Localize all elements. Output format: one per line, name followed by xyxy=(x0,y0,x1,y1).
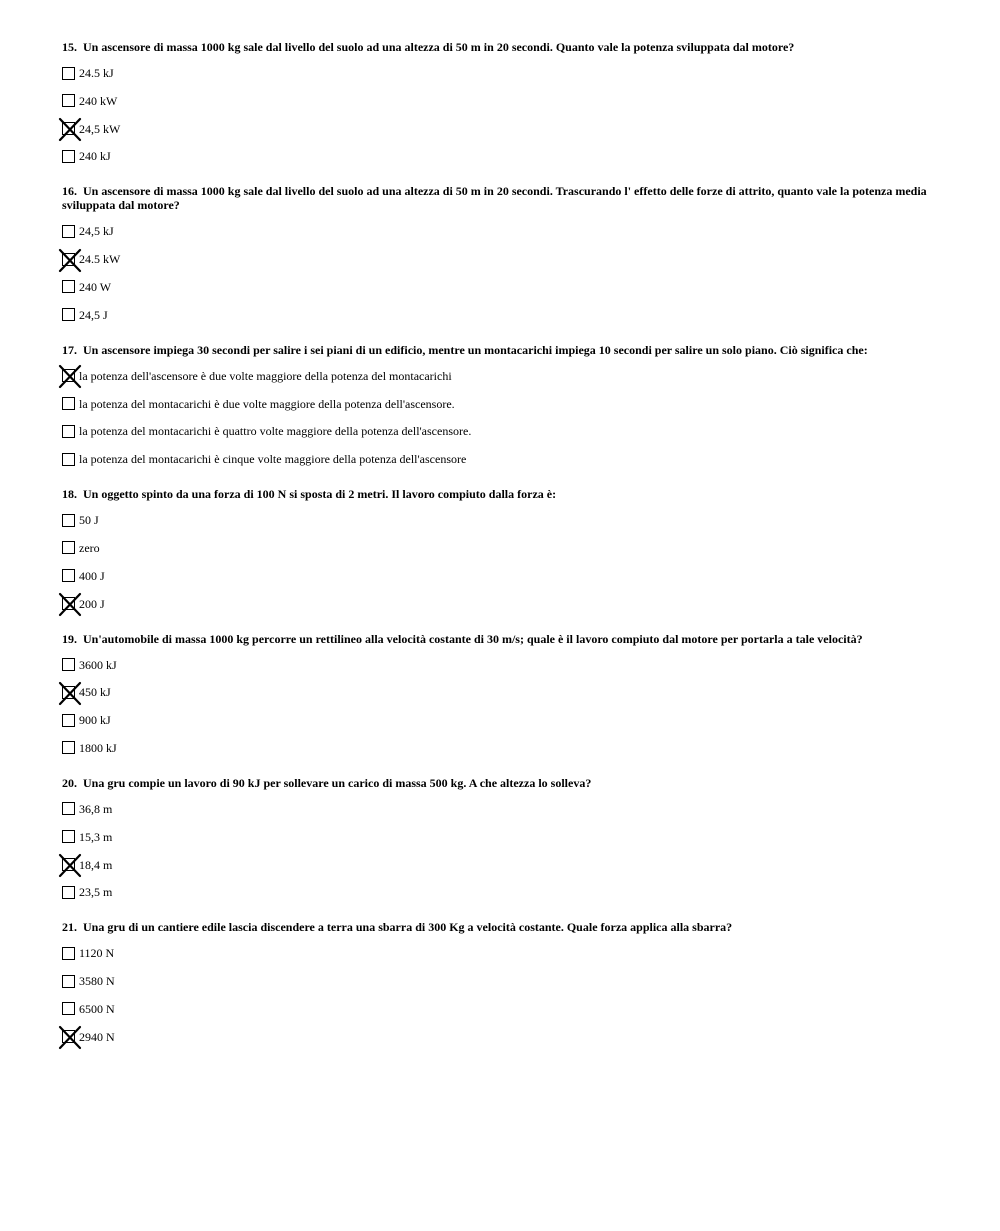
answer-option[interactable] xyxy=(62,741,942,755)
checkbox[interactable] xyxy=(62,658,75,671)
answer-option[interactable] xyxy=(62,308,942,322)
answer-option[interactable] xyxy=(62,224,942,238)
answer-option[interactable] xyxy=(62,424,942,438)
option-label: 900 kJ xyxy=(79,713,111,728)
checkbox-checked[interactable] xyxy=(62,858,75,871)
cross-mark-icon xyxy=(59,249,81,272)
option-label: 24.5 kJ xyxy=(79,66,114,80)
question-number: 19. xyxy=(62,631,77,646)
answer-option[interactable] xyxy=(62,713,942,727)
question-text xyxy=(62,343,942,357)
question-body: Un ascensore di massa 1000 kg sale dal livello del suolo ad una altezza di 50 m in 20 secondi. Quanto vale la potenza sviluppata dal motore? xyxy=(83,40,795,54)
option-label: 1800 kJ xyxy=(79,740,117,755)
option-label: la potenza del montacarichi è due volte maggiore della potenza dell'ascensore. xyxy=(79,396,455,411)
question-number: 21. xyxy=(62,920,77,935)
option-label: 1120 N xyxy=(79,946,115,961)
option-label: 450 kJ xyxy=(79,685,111,700)
option-label: 50 J xyxy=(79,513,99,528)
answer-option[interactable] xyxy=(62,66,942,80)
option-label: 240 kW xyxy=(79,93,118,108)
checkbox-checked[interactable] xyxy=(62,122,75,135)
option-label: 24,5 kJ xyxy=(79,224,114,239)
answer-option[interactable] xyxy=(62,658,942,672)
answer-option[interactable] xyxy=(62,513,942,527)
question-number: 16. xyxy=(62,184,77,199)
question-block xyxy=(62,184,942,321)
question-text xyxy=(62,184,942,212)
checkbox-checked[interactable] xyxy=(62,369,75,382)
checkbox[interactable] xyxy=(62,541,75,554)
checkbox[interactable] xyxy=(62,886,75,899)
checkbox[interactable] xyxy=(62,308,75,321)
checkbox[interactable] xyxy=(62,397,75,410)
checkbox[interactable] xyxy=(62,225,75,238)
answer-option[interactable] xyxy=(62,452,942,466)
question-text xyxy=(62,40,942,54)
answer-option[interactable] xyxy=(62,885,942,899)
question-body: Un ascensore impiega 30 secondi per salire i sei piani di un edificio, mentre un montacarichi impiega 10 secondi per salire un solo piano. Ciò significa che: xyxy=(83,342,868,357)
option-label: la potenza dell'ascensore è due volte maggiore della potenza del montacarichi xyxy=(79,368,452,383)
answer-option[interactable] xyxy=(62,597,942,611)
cross-mark-icon xyxy=(59,365,81,388)
question-body: Un'automobile di massa 1000 kg percorre un rettilineo alla velocità costante di 30 m/s; quale è il lavoro compiuto dal motore per portarla a tale velocità? xyxy=(83,631,863,646)
answer-option[interactable] xyxy=(62,149,942,163)
checkbox[interactable] xyxy=(62,1002,75,1015)
question-text xyxy=(62,632,942,646)
question-block xyxy=(62,776,942,899)
option-label: 24,5 kW xyxy=(79,121,121,136)
option-label: 18,4 m xyxy=(79,857,113,872)
checkbox-checked[interactable] xyxy=(62,1030,75,1043)
answer-option[interactable] xyxy=(62,122,942,136)
cross-mark-icon xyxy=(59,1026,81,1049)
question-text xyxy=(62,920,942,934)
checkbox[interactable] xyxy=(62,802,75,815)
checkbox[interactable] xyxy=(62,714,75,727)
question-body: Un ascensore di massa 1000 kg sale dal livello del suolo ad una altezza di 50 m in 20 secondi. Trascurando l' effetto delle forze di attrito, quanto vale la potenza media sviluppata dal motore? xyxy=(62,184,927,213)
answer-option[interactable] xyxy=(62,541,942,555)
checkbox-checked[interactable] xyxy=(62,686,75,699)
option-label: 36,8 m xyxy=(79,801,113,816)
question-block xyxy=(62,487,942,610)
answer-option[interactable] xyxy=(62,802,942,816)
answer-option[interactable] xyxy=(62,1030,942,1044)
option-label: 2940 N xyxy=(79,1029,115,1044)
answer-option[interactable] xyxy=(62,280,942,294)
option-label: 6500 N xyxy=(79,1001,115,1016)
question-text xyxy=(62,487,942,501)
checkbox[interactable] xyxy=(62,947,75,960)
checkbox[interactable] xyxy=(62,94,75,107)
option-label: 24,5 J xyxy=(79,307,108,322)
checkbox[interactable] xyxy=(62,150,75,163)
cross-mark-icon xyxy=(59,593,81,616)
answer-option[interactable] xyxy=(62,974,942,988)
option-label: 240 W xyxy=(79,279,112,294)
question-number: 15. xyxy=(62,40,77,54)
answer-option[interactable] xyxy=(62,685,942,699)
checkbox[interactable] xyxy=(62,975,75,988)
option-label: 24.5 kW xyxy=(79,252,121,267)
answer-option[interactable] xyxy=(62,830,942,844)
checkbox[interactable] xyxy=(62,425,75,438)
checkbox[interactable] xyxy=(62,67,75,80)
question-block xyxy=(62,343,942,466)
answer-option[interactable] xyxy=(62,1002,942,1016)
answer-option[interactable] xyxy=(62,94,942,108)
cross-mark-icon xyxy=(59,682,81,705)
option-label: zero xyxy=(79,540,100,555)
option-label: 3600 kJ xyxy=(79,657,117,672)
checkbox[interactable] xyxy=(62,830,75,843)
option-label: 23,5 m xyxy=(79,885,113,900)
question-number: 17. xyxy=(62,342,77,357)
question-body: Un oggetto spinto da una forza di 100 N si sposta di 2 metri. Il lavoro compiuto dalla forza è: xyxy=(83,487,557,502)
question-block xyxy=(62,920,942,1043)
answer-option[interactable] xyxy=(62,397,942,411)
checkbox[interactable] xyxy=(62,741,75,754)
option-label: 15,3 m xyxy=(79,829,113,844)
checkbox[interactable] xyxy=(62,280,75,293)
question-block xyxy=(62,632,942,755)
question-number: 20. xyxy=(62,775,77,790)
checkbox[interactable] xyxy=(62,514,75,527)
answer-option[interactable] xyxy=(62,252,942,266)
cross-mark-icon xyxy=(59,118,81,141)
question-text xyxy=(62,776,942,790)
quiz-page xyxy=(62,40,942,1065)
option-label: 200 J xyxy=(79,596,105,611)
answer-option[interactable] xyxy=(62,369,942,383)
checkbox-checked[interactable] xyxy=(62,253,75,266)
option-label: la potenza del montacarichi è cinque volte maggiore della potenza dell'ascensore xyxy=(79,452,467,467)
option-label: la potenza del montacarichi è quattro volte maggiore della potenza dell'ascensore. xyxy=(79,424,472,439)
option-label: 240 kJ xyxy=(79,149,111,164)
question-block xyxy=(62,40,942,163)
option-label: 3580 N xyxy=(79,974,115,989)
answer-option[interactable] xyxy=(62,946,942,960)
question-body: Una gru compie un lavoro di 90 kJ per sollevare un carico di massa 500 kg. A che altezza lo solleva? xyxy=(83,775,592,790)
question-body: Una gru di un cantiere edile lascia discendere a terra una sbarra di 300 Kg a velocità costante. Quale forza applica alla sbarra? xyxy=(83,920,733,935)
answer-option[interactable] xyxy=(62,569,942,583)
answer-option[interactable] xyxy=(62,858,942,872)
checkbox[interactable] xyxy=(62,453,75,466)
checkbox[interactable] xyxy=(62,569,75,582)
option-label: 400 J xyxy=(79,568,105,583)
cross-mark-icon xyxy=(59,854,81,877)
question-number: 18. xyxy=(62,487,77,502)
checkbox-checked[interactable] xyxy=(62,597,75,610)
